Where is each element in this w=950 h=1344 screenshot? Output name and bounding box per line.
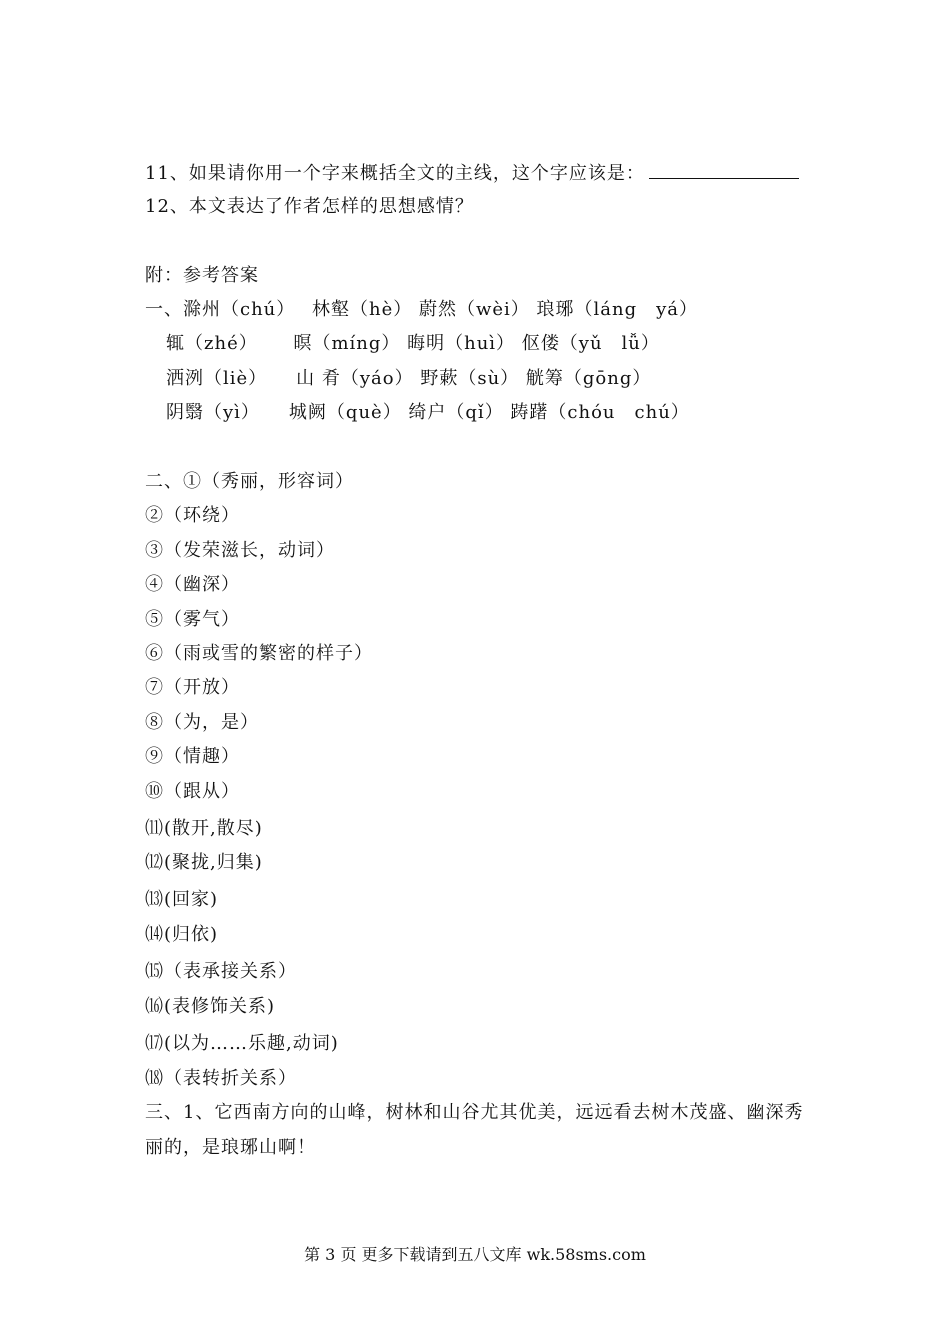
section2-item: ⑨（情趣） xyxy=(145,746,240,767)
section2-item: ⒂（表承接关系） xyxy=(145,961,297,982)
section2-item: ⑧（为，是） xyxy=(145,712,259,733)
answer-blank-line xyxy=(649,160,799,179)
section2-item: ⒃(表修饰关系) xyxy=(145,996,276,1017)
question-11-text: 11、如果请你用一个字来概括全文的主线，这个字应该是： xyxy=(145,163,645,184)
section3-line2: 丽的，是琅琊山啊！ xyxy=(145,1137,316,1158)
question-11 xyxy=(145,160,799,186)
section1-row1: 一、滁州（chú） 林壑（hè） 蔚然（wèi） 琅琊（láng yá） xyxy=(145,299,698,320)
section2-item: ⒀(回家) xyxy=(145,889,219,910)
section1-row4: 阴翳（yì） 城阙（què） 绮户（qǐ） 踌躇（chóu chú） xyxy=(166,402,690,423)
section2-item: ⒁(归依) xyxy=(145,924,219,945)
section2-item: ⑩（跟从） xyxy=(145,781,240,802)
section2-item: ⑦（开放） xyxy=(145,677,240,698)
section2-item: ⑿(聚拢,归集) xyxy=(145,852,263,873)
section1-row3: 洒洌（liè） 山 肴（yáo） 野蔌（sù） 觥筹（gōng） xyxy=(166,368,652,389)
answer-header: 附：参考答案 xyxy=(145,265,259,286)
section2-item: ⑾(散开,散尽) xyxy=(145,818,263,839)
page-footer: 第 3 页 更多下载请到五八文库 wk.58sms.com xyxy=(304,1245,646,1264)
section2-item: ④（幽深） xyxy=(145,574,240,595)
section2-item: ②（环绕） xyxy=(145,505,240,526)
section2-item: ⒄(以为……乐趣,动词) xyxy=(145,1033,339,1054)
section1-row2: 辄（zhé） 暝（míng） 晦明（huì） 伛偻（yǔ lǚ） xyxy=(166,333,660,354)
section2-item: ⒅（表转折关系） xyxy=(145,1068,297,1089)
question-12: 12、本文表达了作者怎样的思想感情？ xyxy=(145,196,474,217)
section2-item: ③（发荣滋长，动词） xyxy=(145,540,335,561)
section2-item: ⑤（雾气） xyxy=(145,609,240,630)
section2-item: 二、①（秀丽，形容词） xyxy=(145,471,354,492)
section3-line1: 三、1、它西南方向的山峰，树林和山谷尤其优美，远远看去树木茂盛、幽深秀 xyxy=(145,1102,804,1123)
section2-item: ⑥（雨或雪的繁密的样子） xyxy=(145,643,373,664)
